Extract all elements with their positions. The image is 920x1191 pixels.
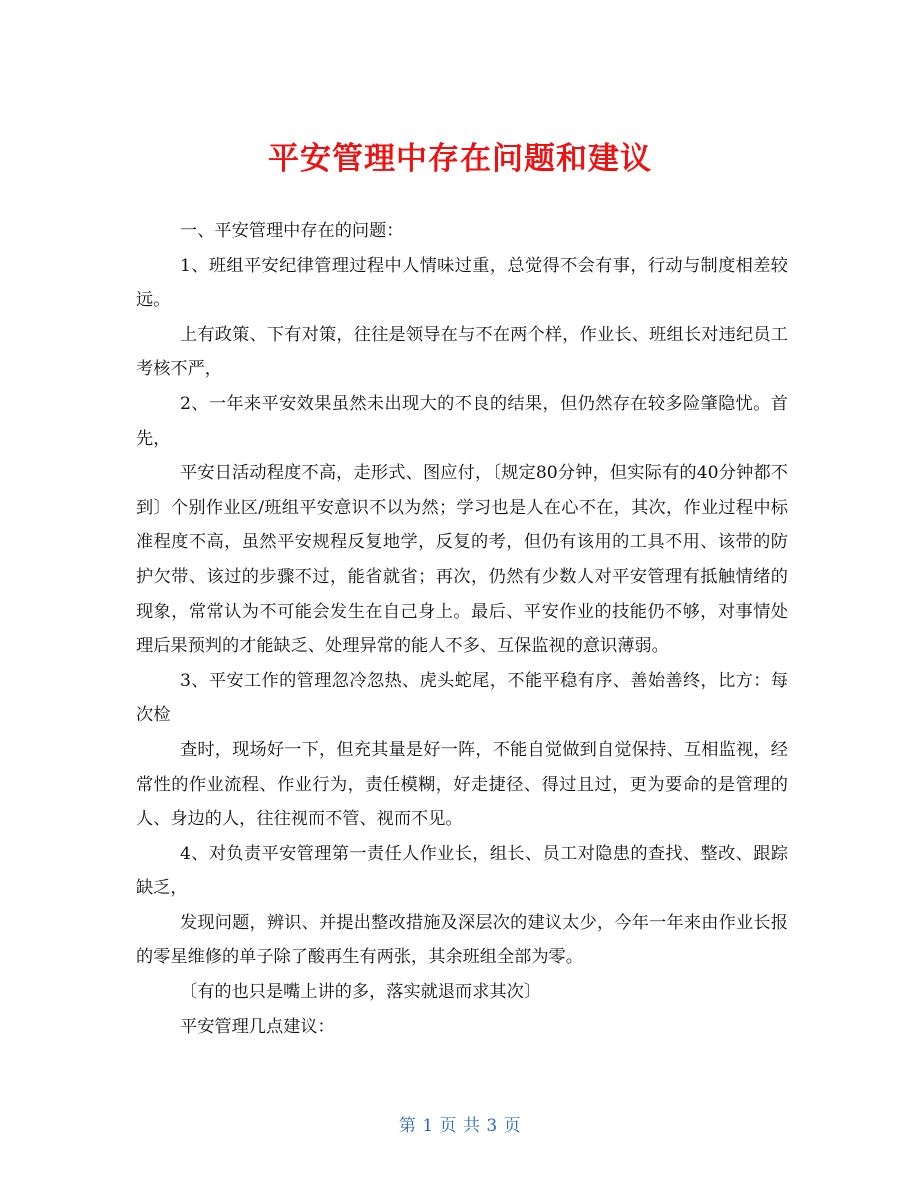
paragraph-item-1: 1、班组平安纪律管理过程中人情味过重，总觉得不会有事，行动与制度相差较远。 <box>136 255 788 311</box>
document-body <box>136 214 788 1044</box>
paragraph-item-3: 3、平安工作的管理忽冷忽热、虎头蛇尾，不能平稳有序、善始善终，比方：每次检 <box>136 670 788 726</box>
paragraph-suggestions-heading: 平安管理几点建议： <box>180 1016 335 1037</box>
paragraph-note: 〔有的也只是嘴上讲的多，落实就退而求其次〕 <box>180 982 541 1003</box>
paragraph-item-4: 4、对负责平安管理第一责任人作业长，组长、员工对隐患的查找、整改、跟踪缺乏， <box>136 843 788 899</box>
paragraph-item-3-detail: 查时，现场好一下，但充其量是好一阵，不能自觉做到自觉保持、互相监视，经常性的作业流程、作业行为，责任模糊，好走捷径、得过且过，更为要命的是管理的人、身边的人，往往视而不管、视而不见。 <box>136 739 788 830</box>
document-title: 平安管理中存在问题和建议 <box>268 140 652 177</box>
page-number-label: 第 1 页 共 3 页 <box>398 1116 522 1136</box>
paragraph-item-4-detail: 发现问题，辨识、并提出整改措施及深层次的建议太少，今年一年来由作业长报的零星维修的单子除了酸再生有两张，其余班组全部为零。 <box>136 912 788 968</box>
paragraph-item-2-detail: 平安日活动程度不高，走形式、图应付，〔规定80分钟，但实际有的40分钟都不到〕个别作业区/班组平安意识不以为然；学习也是人在心不在，其次，作业过程中标准程度不高，虽然平安规程反复地学，反复的考，但仍有该用的工具不用、该带的防护欠带、该过的步骤不过，能省就省；再次，仍然有少数人对平安管理有抵触情绪的现象，常常认为不可能会发生在自己身上。最后、平安作业的技能仍不够，对事情处理后果预判的才能缺乏、处理异常的能人不多、互保监视的意识薄弱。 <box>136 463 788 657</box>
paragraph-section-heading: 一、平安管理中存在的问题： <box>180 221 404 241</box>
page-footer <box>0 1112 920 1140</box>
paragraph-item-1-detail: 上有政策、下有对策，往往是领导在与不在两个样，作业长、班组长对违纪员工考核不严， <box>136 324 788 380</box>
paragraph-item-2: 2、一年来平安效果虽然未出现大的不良的结果，但仍然存在较多险肇隐忧。首先， <box>136 393 788 449</box>
